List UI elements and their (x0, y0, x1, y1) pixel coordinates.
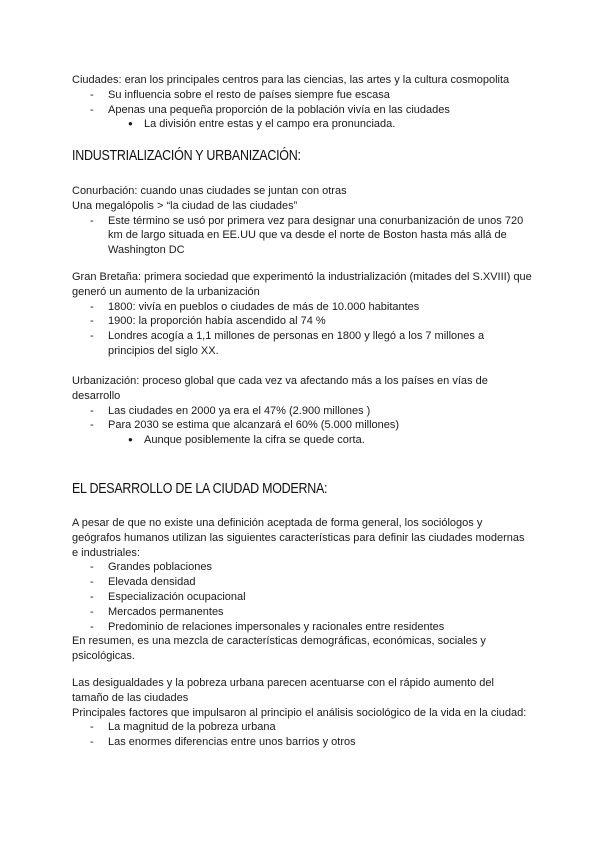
section-heading: EL DESARROLLO DE LA CIUDAD MODERNA: (72, 481, 328, 497)
list-item: - La magnitud de la pobreza urbana (72, 720, 532, 735)
list-item: - Grandes poblaciones (72, 560, 532, 575)
conurbacion-paragraph: Conurbación: cuando unas ciudades se juntan con otras (72, 185, 347, 197)
resumen-paragraph: En resumen, es una mezcla de características demográficas, económicas, sociales y psicológicas. (72, 635, 486, 663)
list-item: ● Aunque posiblemente la cifra se quede corta. (72, 433, 532, 448)
gran-bretana-list (72, 300, 532, 359)
ciudades-list (72, 88, 532, 132)
caracteristicas-block (72, 516, 532, 664)
list-item: - Londres acogía a 1,1 millones de personas en 1800 y llegó a los 7 millones a principios del siglo XX. (72, 329, 532, 359)
list-item: - Este término se usó por primera vez para designar una conurbanización de unos 720 km de largo situada en EE.UU que va desde el norte de Boston hasta más allá de Washington DC (72, 214, 532, 258)
ciudad-moderna-heading-block (72, 481, 532, 497)
list-item: - Su influencia sobre el resto de países siempre fue escasa (72, 88, 532, 103)
list-item: - Las ciudades en 2000 ya era el 47% (2.900 millones ) (72, 404, 532, 419)
urbanizacion-block (72, 374, 532, 448)
caracteristicas-paragraph: A pesar de que no existe una definición aceptada de forma general, los sociólogos y geógrafos humanos utilizan las siguientes características para definir las ciudades modernas e industriales: (72, 517, 525, 559)
list-item: - Elevada densidad (72, 575, 532, 590)
caracteristicas-list (72, 560, 532, 634)
desigualdades-paragraph: Las desigualdades y la pobreza urbana parecen acentuarse con el rápido aumento del tamaño de las ciudades (72, 677, 494, 704)
ciudades-block (72, 73, 532, 132)
desigualdades-block (72, 676, 532, 750)
list-item: - Especialización ocupacional (72, 590, 532, 605)
conurbacion-block (72, 184, 532, 258)
list-item: - Predominio de relaciones impersonales y racionales entre residentes (72, 620, 532, 635)
list-item: ● La división entre estas y el campo era pronunciada. (72, 117, 532, 132)
list-item: - Las enormes diferencias entre unos barrios y otros (72, 735, 532, 750)
megalopolis-list (72, 214, 532, 258)
list-item: - 1800: vivía en pueblos o ciudades de más de 10.000 habitantes (72, 300, 532, 315)
list-item: - Mercados permanentes (72, 605, 532, 620)
factores-paragraph: Principales factores que impulsaron al principio el análisis sociológico de la vida en la ciudad: (72, 706, 527, 719)
gran-bretana-block (72, 270, 532, 359)
list-item: - Para 2030 se estima que alcanzará el 60% (5.000 millones) (72, 418, 532, 433)
urbanizacion-list (72, 404, 532, 448)
list-item: - 1900: la proporción había ascendido al 74 % (72, 314, 532, 329)
gran-bretana-paragraph: Gran Bretaña: primera sociedad que experimentó la industrialización (mitades del S.XVIII) que generó un aumento de la urbanización (72, 271, 532, 298)
list-item: - Apenas una pequeña proporción de la población vivía en las ciudades (72, 103, 532, 118)
section-heading: INDUSTRIALIZACIÓN Y URBANIZACIÓN: (72, 148, 301, 164)
ciudades-paragraph: Ciudades: eran los principales centros para las ciencias, las artes y la cultura cosmopolita (72, 74, 510, 86)
factores-list (72, 720, 532, 750)
industrializacion-heading-block (72, 148, 532, 164)
urbanizacion-paragraph: Urbanización: proceso global que cada vez va afectando más a los países en vías de desarrollo (72, 375, 488, 402)
megalopolis-paragraph: Una megalópolis > “la ciudad de las ciudades” (72, 199, 298, 212)
